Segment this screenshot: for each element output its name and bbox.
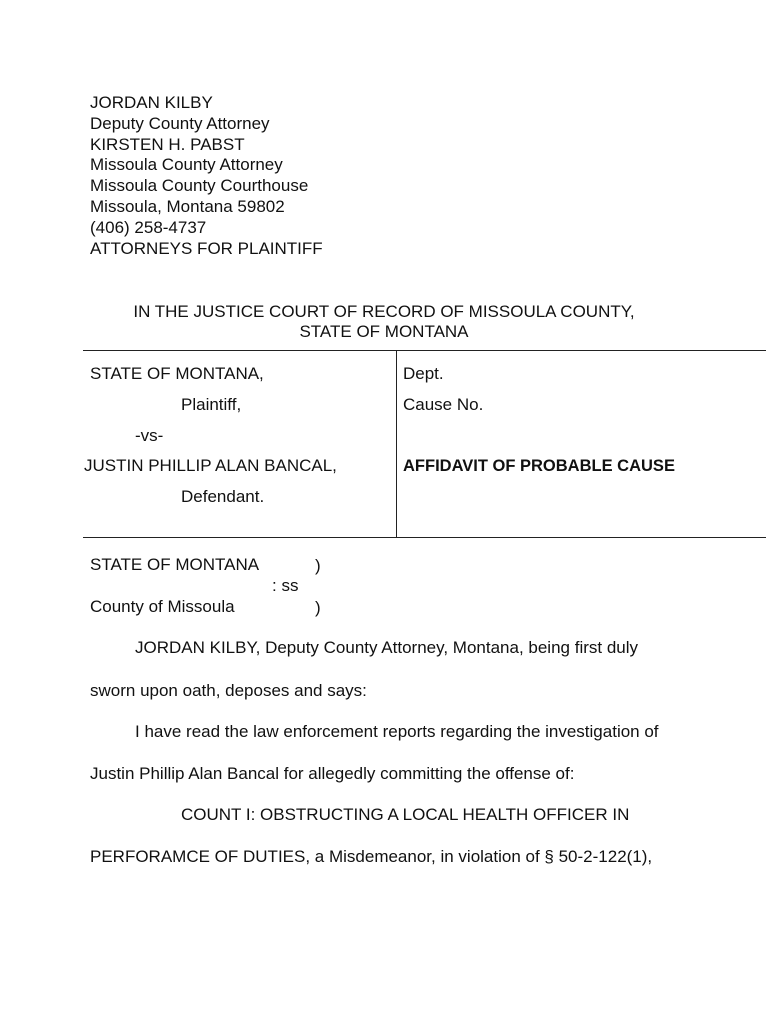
header-line: Missoula County Courthouse xyxy=(90,176,309,196)
paragraph-1-line-1: JORDAN KILBY, Deputy County Attorney, Montana, being first duly xyxy=(135,638,639,657)
count-line-1: COUNT I: OBSTRUCTING A LOCAL HEALTH OFFICER IN xyxy=(181,805,630,824)
header-line: KIRSTEN H. PABST xyxy=(90,134,245,154)
count-line-2: PERFORAMCE OF DUTIES, a Misdemeanor, in violation of § 50-2-122(1), xyxy=(90,847,653,866)
cause-no-label: Cause No. xyxy=(403,395,484,414)
paragraph-2-line-2: Justin Phillip Alan Bancal for allegedly committing the offense of: xyxy=(90,764,575,783)
header-line: Missoula, Montana 59802 xyxy=(90,196,285,216)
caption-vertical-rule xyxy=(396,351,397,537)
caption-bottom-rule xyxy=(83,537,766,538)
defendant-role: Defendant. xyxy=(181,487,265,506)
document-title: AFFIDAVIT OF PROBABLE CAUSE xyxy=(403,457,675,475)
plaintiff-role: Plaintiff, xyxy=(181,395,242,414)
header-line: (406) 258-4737 xyxy=(90,217,207,237)
versus-label: -vs- xyxy=(135,426,164,445)
venue-state: STATE OF MONTANA xyxy=(90,555,260,574)
plaintiff-name: STATE OF MONTANA, xyxy=(90,364,264,383)
venue-county: County of Missoula xyxy=(90,597,235,616)
paragraph-1-line-2: sworn upon oath, deposes and says: xyxy=(90,681,367,700)
venue-ss: : ss xyxy=(272,576,299,595)
attorney-header-block xyxy=(90,93,323,259)
venue-paren: ) xyxy=(315,556,321,575)
venue-paren: ) xyxy=(315,598,321,617)
header-line: Deputy County Attorney xyxy=(90,113,270,133)
paragraph-2-line-1: I have read the law enforcement reports regarding the investigation of xyxy=(135,722,659,741)
header-line: JORDAN KILBY xyxy=(90,93,213,112)
dept-label: Dept. xyxy=(403,364,444,383)
caption-top-rule xyxy=(83,350,766,351)
court-title-line-2: STATE OF MONTANA xyxy=(299,322,469,341)
court-title-line-1: IN THE JUSTICE COURT OF RECORD OF MISSOULA COUNTY, xyxy=(133,302,635,321)
defendant-name: JUSTIN PHILLIP ALAN BANCAL, xyxy=(84,456,337,475)
header-line: Missoula County Attorney xyxy=(90,155,283,175)
header-line: ATTORNEYS FOR PLAINTIFF xyxy=(90,238,323,258)
